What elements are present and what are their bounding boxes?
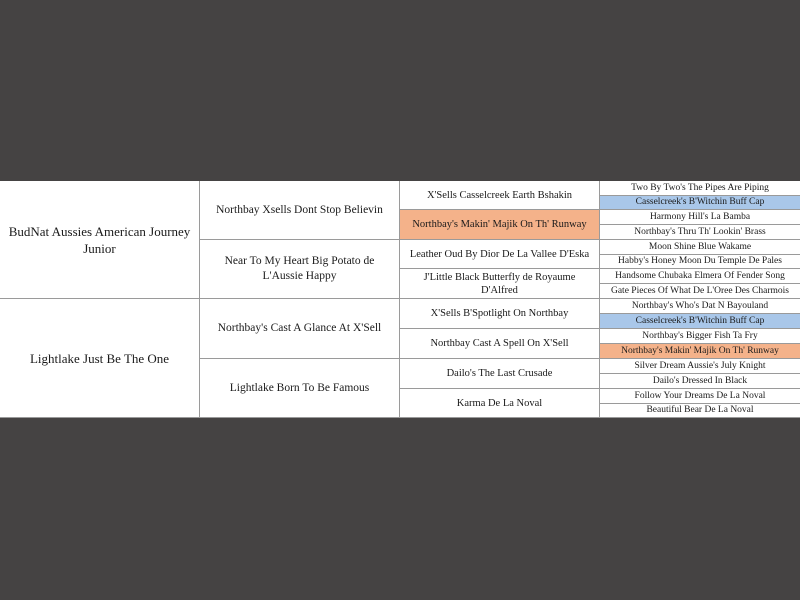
dss-cell — [400, 299, 600, 329]
sdds-cell — [600, 269, 800, 284]
dddd-cell — [600, 404, 800, 418]
ddds-cell — [600, 389, 800, 404]
dsss-name: Northbay's Who's Dat N Bayouland — [631, 300, 769, 311]
ssd-name: Northbay's Makin' Majik On Th' Runway — [412, 219, 587, 230]
dssd-cell — [600, 314, 800, 329]
dds-cell — [400, 359, 600, 389]
dam-dam-name: Lightlake Born To Be Famous — [229, 381, 370, 394]
sss-name: X'Sells Casselcreek Earth Bshakin — [426, 189, 573, 201]
dddd-name: Beautiful Bear De La Noval — [646, 405, 754, 415]
dam-sire-cell — [200, 299, 400, 359]
ssss-name: Two By Two's The Pipes Are Piping — [631, 182, 769, 193]
sire-cell — [0, 181, 200, 299]
ddds-name: Follow Your Dreams De La Noval — [634, 390, 766, 401]
pedigree-chart — [0, 181, 800, 418]
sssd-cell — [600, 196, 800, 210]
sds-name: Leather Oud By Dior De La Vallee D'Eska — [409, 248, 590, 260]
dss-name: X'Sells B'Spotlight On Northbay — [430, 308, 569, 319]
sire-sire-cell — [200, 181, 400, 240]
ssd-cell — [400, 210, 600, 240]
sss-cell — [400, 181, 600, 210]
sdsd-cell — [600, 255, 800, 269]
dsss-cell — [600, 299, 800, 314]
sire-name: BudNat Aussies American Journey Junior — [8, 223, 191, 256]
ssdd-name: Northbay's Thru Th' Lookin' Brass — [634, 226, 766, 237]
ssss-cell — [600, 181, 800, 196]
sdd-cell — [400, 269, 600, 299]
dsdd-cell — [600, 344, 800, 359]
ddd-name: Karma De La Noval — [456, 397, 543, 409]
ddsd-cell — [600, 374, 800, 389]
dsdd-name: Northbay's Makin' Majik On Th' Runway — [621, 345, 779, 356]
sire-dam-name: Near To My Heart Big Potato de L'Aussie Happy — [224, 255, 375, 282]
sdds-name: Handsome Chubaka Elmera Of Fender Song — [615, 270, 785, 281]
dds-name: Dailo's The Last Crusade — [446, 368, 553, 379]
sds-cell — [400, 240, 600, 269]
sddd-name: Gate Pieces Of What De L'Oree Des Charmois — [610, 285, 790, 296]
sdd-name: J'Little Black Butterfly de Royaume D'Alfred — [423, 271, 576, 296]
sdss-cell — [600, 240, 800, 255]
sdsd-name: Habby's Honey Moon Du Temple De Pales — [618, 256, 782, 266]
dam-name: Lightlake Just Be The One — [29, 350, 170, 366]
ddsd-name: Dailo's Dressed In Black — [652, 375, 748, 386]
sdss-name: Moon Shine Blue Wakame — [648, 241, 752, 252]
ddss-cell — [600, 359, 800, 374]
dsds-name: Northbay's Bigger Fish Ta Fry — [642, 330, 758, 341]
dam-cell — [0, 299, 200, 418]
sire-dam-cell — [200, 240, 400, 299]
dsd-cell — [400, 329, 600, 359]
dsds-cell — [600, 329, 800, 344]
ssds-name: Harmony Hill's La Bamba — [649, 211, 751, 222]
sssd-name: Casselcreek's B'Witchin Buff Cap — [635, 197, 765, 207]
ddss-name: Silver Dream Aussie's July Knight — [634, 360, 766, 371]
dam-sire-name: Northbay's Cast A Glance At X'Sell — [217, 322, 382, 334]
ddd-cell — [400, 389, 600, 418]
sddd-cell — [600, 284, 800, 299]
dam-dam-cell — [200, 359, 400, 418]
dsd-name: Northbay Cast A Spell On X'Sell — [430, 338, 569, 349]
sire-sire-name: Northbay Xsells Dont Stop Believin — [216, 203, 383, 216]
ssds-cell — [600, 210, 800, 225]
dssd-name: Casselcreek's B'Witchin Buff Cap — [635, 315, 765, 326]
ssdd-cell — [600, 225, 800, 240]
